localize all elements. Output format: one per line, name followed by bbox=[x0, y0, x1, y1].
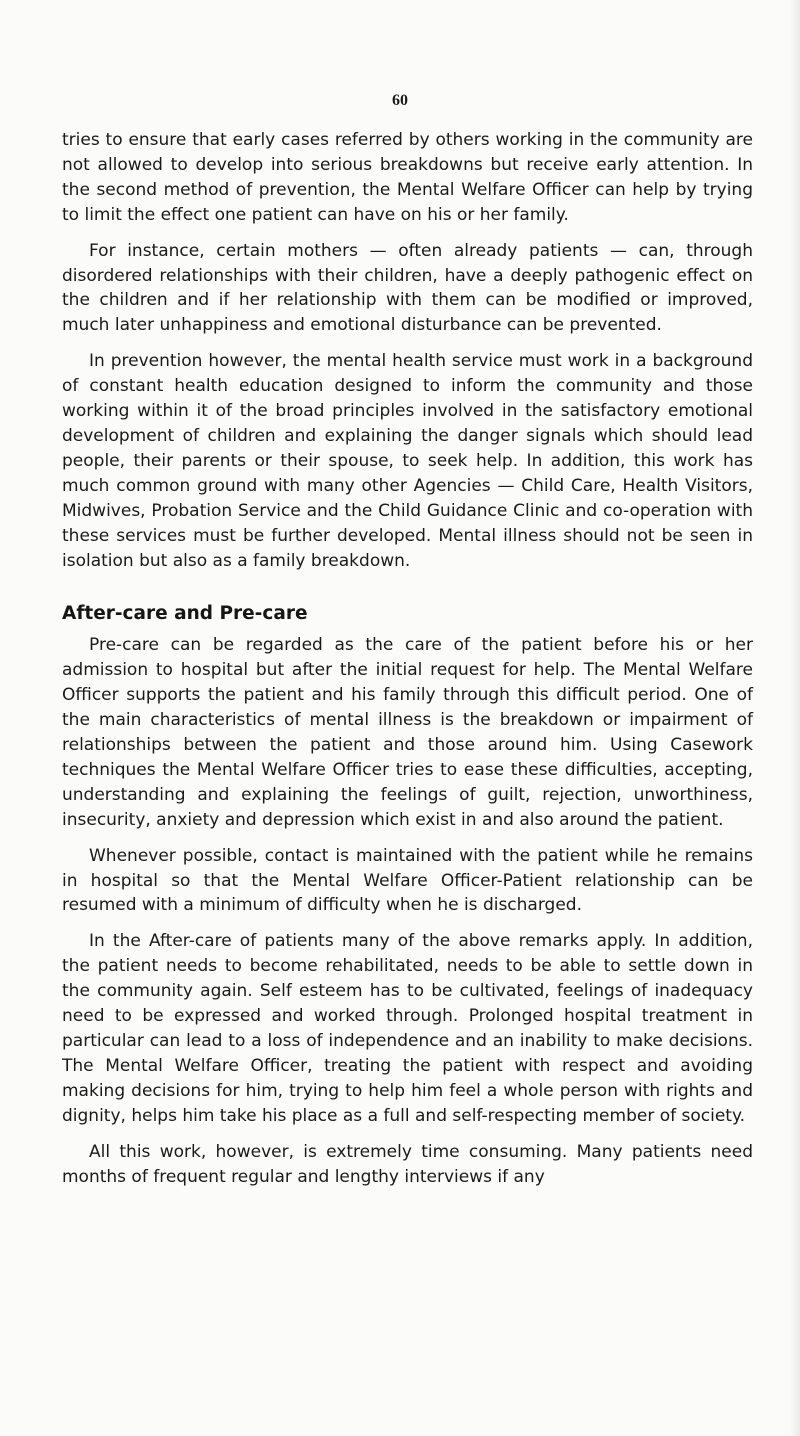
paragraph-pre-care: Pre-care can be regarded as the care of the patient before his or her admission to hospital but after the initial request for help. The Mental Welfare Officer supports the patient and his family through this difficult period. One of the main characteristics of mental illness is the breakdown or impairment of relationships between the patient and those around him. Using Casework techniques the Mental Welfare Officer tries to ease these difficulties, accepting, understanding and explaining the feelings of guilt, rejection, unworthiness, insecurity, anxiety and depression which exist in and also around the patient. bbox=[62, 635, 753, 830]
paragraph-hospital-contact: Whenever possible, contact is maintained with the patient while he remains in hospital so that the Mental Welfare Officer-Patient relationship can be resumed with a minimum of difficulty when he is discharged. bbox=[62, 845, 753, 916]
section-heading: After-care and Pre-care bbox=[62, 603, 308, 625]
page-number: 60 bbox=[392, 92, 408, 109]
paragraph-time-consuming: All this work, however, is extremely time consuming. Many patients need months of frequent regular and lengthy interviews if any bbox=[62, 1141, 753, 1187]
paragraph-after-care: In the After-care of patients many of the above remarks apply. In addition, the patient needs to become rehabilitated, needs to be able to settle down in the community again. Self esteem has to be cultivated, feelings of inadequacy need to be expressed and worked through. Prolonged hospital treatment in particular can lead to a loss of independence and an inability to make decisions. The Mental Welfare Officer, treating the patient with respect and avoiding making decisions for him, trying to help him feel a whole person with rights and dignity, helps him take his place as a full and self-respecting member of society. bbox=[62, 931, 753, 1126]
body-text bbox=[62, 128, 753, 1200]
paragraph-continuation: tries to ensure that early cases referred by others working in the community are not allowed to develop into serious breakdowns but receive early attention. In the second method of prevention, the Mental Welfare Officer can help by trying to limit the effect one patient can have on his or her family. bbox=[62, 130, 753, 225]
paragraph-mothers-example: For instance, certain mothers — often already patients — can, through disordered relationships with their children, have a deeply pathogenic effect on the children and if her relationship with them can be modified or improved, much later unhappiness and emotional disturbance can be prevented. bbox=[62, 240, 753, 336]
page-edge-shadow bbox=[790, 0, 800, 1436]
paragraph-health-education: In prevention however, the mental health service must work in a background of constant health education designed to inform the community and those working within it of the broad principles involved in the satisfactory emotional development of children and explaining the danger signals which should lead people, their parents or their spouse, to seek help. In addition, this work has much common ground with many other Agencies — Child Care, Health Visitors, Midwives, Probation Service and the Child Guidance Clinic and co-operation with these services must be further developed. Mental illness should not be seen in isolation but also as a family breakdown. bbox=[62, 351, 753, 571]
